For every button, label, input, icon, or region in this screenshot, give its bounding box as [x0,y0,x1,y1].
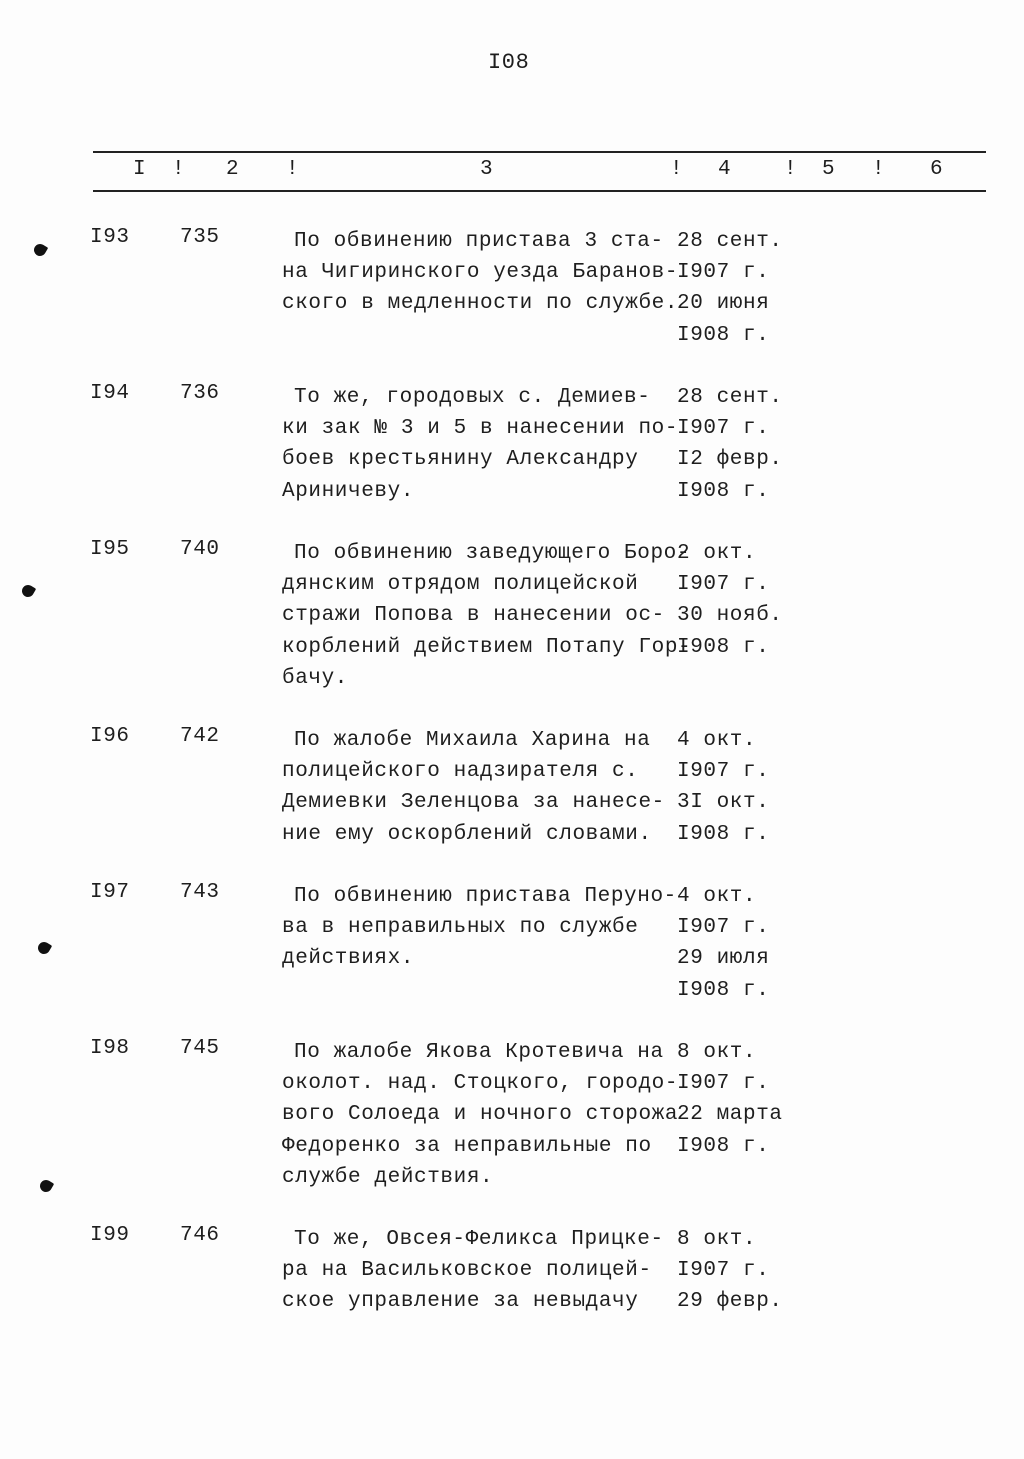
file-number: 736 [180,382,220,405]
table-header-rule [93,190,986,192]
entry-description [282,1037,678,1193]
description-line: Ариничеву. [282,479,415,503]
page-number: I08 [488,50,530,75]
file-number: 746 [180,1224,220,1247]
date-line: 4 окт. [677,729,757,752]
date-line: 8 окт. [677,1228,757,1251]
date-line: I2 февр. [677,448,783,472]
description-line: По обвинению пристава Перуно- [294,885,677,908]
header-col-6: 6 [930,158,944,181]
entry-dates [677,725,769,850]
header-col-3: 3 [480,158,494,181]
description-line: околот. над. Стоцкого, городо- [282,1072,679,1096]
entry-description [282,538,691,694]
entry-number: I95 [90,538,130,561]
header-col-2: 2 [226,158,240,181]
date-line: I908 г. [677,323,770,347]
description-line: То же, городовых с. Демиев- [294,386,651,409]
description-line: полицейского надзирателя с. [282,760,639,784]
description-line: Демиевки Зеленцова за нанесе- [282,791,665,815]
entry-number: I98 [90,1037,130,1060]
description-line: ние ему оскорблений словами. [282,822,652,846]
file-number: 735 [180,226,220,249]
date-line: 28 сент. [677,230,783,253]
date-line: 28 сент. [677,386,783,409]
entry-dates [677,382,783,507]
date-line: I907 г. [677,916,770,940]
file-number: 745 [180,1037,220,1060]
entry-number: I96 [90,725,130,748]
description-line: ра на Васильковское полицей- [282,1259,652,1283]
date-line: 29 февр. [677,1290,783,1314]
entry-description [282,382,678,507]
file-number: 740 [180,538,220,561]
entry-number: I93 [90,226,130,249]
description-line: боев крестьянину Александру [282,448,639,472]
table-top-rule [93,151,986,153]
date-line: I907 г. [677,417,770,441]
description-line: ва в неправильных по службе [282,916,639,940]
date-line: 29 июля [677,947,770,971]
date-line: 4 окт. [677,885,757,908]
description-line: ки зак № 3 и 5 в нанесении по- [282,417,679,441]
entry-number: I99 [90,1224,130,1247]
date-line: I908 г. [677,479,770,503]
date-line: I907 г. [677,261,770,285]
description-line: По обвинению заведующего Боро- [294,542,691,565]
date-line: I908 г. [677,822,770,846]
entry-dates [677,881,769,1006]
punch-hole-mark [36,940,52,956]
header-sep: ! [872,158,886,181]
header-col-5: 5 [822,158,836,181]
date-line: I907 г. [677,1072,770,1096]
entry-description [282,725,665,850]
header-sep: ! [670,158,684,181]
header-sep: ! [172,158,186,181]
date-line: I907 г. [677,573,770,597]
description-line: По жалобе Якова Кротевича на [294,1041,664,1064]
date-line: 30 нояб. [677,604,783,628]
description-line: корблений действием Потапу Гор- [282,635,692,659]
punch-hole-mark [38,1178,54,1194]
date-line: 8 окт. [677,1041,757,1064]
header-sep: ! [784,158,798,181]
entry-dates [677,226,783,351]
header-col-4: 4 [718,158,732,181]
date-line: I907 г. [677,1259,770,1283]
header-col-1: I [133,158,147,181]
description-line: на Чигиринского уезда Баранов- [282,261,679,285]
punch-hole-mark [20,583,36,599]
description-line: По обвинению пристава 3 ста- [294,230,664,253]
description-line: Федоренко за неправильные по [282,1134,652,1158]
entry-dates [677,538,783,663]
entry-description [282,1224,664,1318]
description-line: стражи Попова в нанесении ос- [282,604,665,628]
description-line: ского в медленности по службе. [282,292,679,316]
description-line: службе действия. [282,1165,494,1189]
date-line: I908 г. [677,635,770,659]
date-line: 2 окт. [677,542,757,565]
entry-dates [677,1037,783,1162]
description-line: действиях. [282,947,415,971]
description-line: То же, Овсея-Феликса Прицке- [294,1228,664,1251]
punch-hole-mark [32,242,48,258]
date-line: I908 г. [677,1134,770,1158]
date-line: I908 г. [677,978,770,1002]
date-line: 3I окт. [677,791,770,815]
date-line: I907 г. [677,760,770,784]
file-number: 743 [180,881,220,904]
file-number: 742 [180,725,220,748]
entry-number: I94 [90,382,130,405]
description-line: бачу. [282,666,349,690]
description-line: вого Солоеда и ночного сторожа [282,1103,679,1127]
entry-dates [677,1224,783,1318]
date-line: 22 марта [677,1103,783,1127]
description-line: ское управление за невыдачу [282,1290,639,1314]
description-line: дянским отрядом полицейской [282,573,639,597]
entry-number: I97 [90,881,130,904]
entry-description [282,881,677,975]
description-line: По жалобе Михаила Харина на [294,729,651,752]
entry-description [282,226,678,320]
date-line: 20 июня [677,292,770,316]
header-sep: ! [286,158,300,181]
